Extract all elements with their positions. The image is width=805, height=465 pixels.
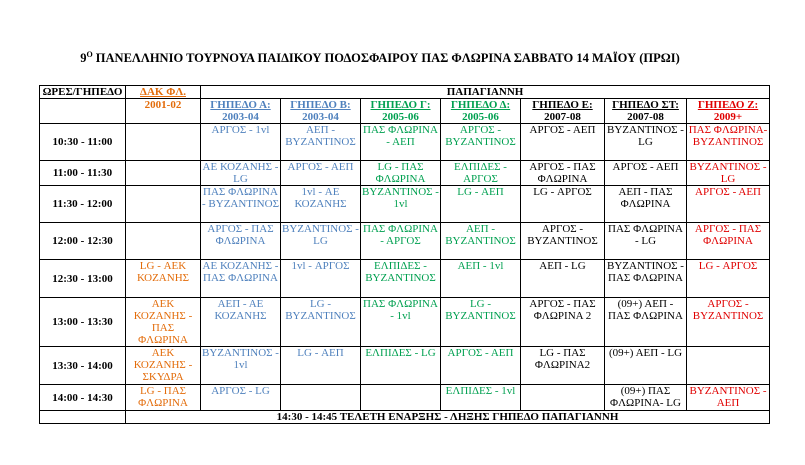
schedule-table (39, 85, 770, 424)
match-cell: ΒΥΖΑΝΤΙΝΟΣ - ΠΑΣ ΦΛΩΡΙΝΑ (605, 260, 687, 298)
match-cell: ΑΡΓΟΣ - LG (201, 385, 281, 411)
time-cell: 11:30 - 12:00 (40, 186, 126, 223)
match-cell: ΒΥΖΑΝΤΙΝΟΣ - 1vl (201, 347, 281, 385)
table-row (40, 347, 770, 385)
match-cell: ΑΕΚ ΚΟΖΑΝΗΣ - ΠΑΣ ΦΛΩΡΙΝΑ (126, 298, 201, 347)
dak-header: ΔΑΚ ΦΛ. (126, 86, 201, 99)
match-cell: ΒΥΖΑΝΤΙΝΟΣ - LG (687, 161, 770, 186)
match-cell: ΑΕΠ - ΑΕ ΚΟΖΑΝΗΣ (201, 298, 281, 347)
match-cell: ΑΡΓΟΣ - ΠΑΣ ΦΛΩΡΙΝΑ 2 (521, 298, 605, 347)
match-cell: ΑΕΠ - ΒΥΖΑΝΤΙΝΟΣ (281, 124, 361, 161)
match-cell: ΑΡΓΟΣ - ΒΥΖΑΝΤΙΝΟΣ (687, 298, 770, 347)
match-cell (126, 186, 201, 223)
match-cell (687, 347, 770, 385)
field-b-header: ΓΗΠΕΔΟ Β: 2003-04 (281, 99, 361, 124)
match-cell: ΑΡΓΟΣ - ΠΑΣ ΦΛΩΡΙΝΑ (687, 223, 770, 260)
time-cell: 13:30 - 14:00 (40, 347, 126, 385)
title-ordinal: 9 (80, 51, 87, 66)
match-cell: ΠΑΣ ΦΛΩΡΙΝΑ - ΒΥΖΑΝΤΙΝΟΣ (201, 186, 281, 223)
match-cell: ΠΑΣ ΦΛΩΡΙΝΑ - ΑΕΠ (361, 124, 441, 161)
match-cell: ΕΛΠΙΔΕΣ - ΒΥΖΑΝΤΙΝΟΣ (361, 260, 441, 298)
match-cell: ΒΥΖΑΝΤΙΝΟΣ - LG (605, 124, 687, 161)
match-cell: ΠΑΣ ΦΛΩΡΙΝΑ - LG (605, 223, 687, 260)
match-cell (281, 385, 361, 411)
match-cell: ΑΡΓΟΣ - ΠΑΣ ΦΛΩΡΙΝΑ (201, 223, 281, 260)
field-z-header: ΓΗΠΕΔΟ Ζ: 2009+ (687, 99, 770, 124)
papagianni-header: ΠΑΠΑΓΙΑΝΝΗ (201, 86, 770, 99)
match-cell: ΑΕΠ - ΠΑΣ ΦΛΩΡΙΝΑ (605, 186, 687, 223)
match-cell: ΑΡΓΟΣ - ΠΑΣ ΦΛΩΡΙΝΑ (521, 161, 605, 186)
match-cell: LG - ΑΕΠ (441, 186, 521, 223)
match-cell: ΑΕΠ - 1vl (441, 260, 521, 298)
match-cell: LG - ΑΡΓΟΣ (521, 186, 605, 223)
footer-note: 14:30 - 14:45 ΤΕΛΕΤΗ ΕΝΑΡΞΗΣ - ΛΗΞΗΣ ΓΗΠΕΔΟ ΠΑΠΑΓΙΑΝΝΗ (126, 411, 770, 424)
dak-year: 2001-02 (126, 99, 201, 124)
match-cell: LG - ΑΕΠ (281, 347, 361, 385)
field-d-header: ΓΗΠΕΔΟ Δ: 2005-06 (441, 99, 521, 124)
title-text: ΠΑΝΕΛΛΗΝΙΟ ΤΟΥΡΝΟΥΑ ΠΑΙΔΙΚΟΥ ΠΟΔΟΣΦΑΙΡΟΥ ΠΑΣ ΦΛΩΡΙΝΑ ΣΑΒΒΑΤΟ 14 ΜΑΪΟΥ (ΠΡΩΙ) (95, 51, 680, 66)
match-cell: ΑΡΓΟΣ - ΑΕΠ (605, 161, 687, 186)
time-cell: 12:30 - 13:00 (40, 260, 126, 298)
match-cell: ΕΛΠΙΔΕΣ - 1vl (441, 385, 521, 411)
table-row (40, 260, 770, 298)
match-cell: (09+) ΠΑΣ ΦΛΩΡΙΝΑ- LG (605, 385, 687, 411)
time-cell: 14:00 - 14:30 (40, 385, 126, 411)
title-ordinal-sup: Ο (86, 50, 93, 59)
table-row (40, 186, 770, 223)
match-cell: ΑΡΓΟΣ - ΒΥΖΑΝΤΙΝΟΣ (521, 223, 605, 260)
table-row (40, 298, 770, 347)
match-cell: ΑΡΓΟΣ - 1vl (201, 124, 281, 161)
match-cell (361, 385, 441, 411)
time-cell: 12:00 - 12:30 (40, 223, 126, 260)
match-cell: ΑΕ ΚΟΖΑΝΗΣ - LG (201, 161, 281, 186)
time-cell: 11:00 - 11:30 (40, 161, 126, 186)
match-cell: ΑΕΠ - LG (521, 260, 605, 298)
match-cell: ΑΕΠ - ΒΥΖΑΝΤΙΝΟΣ (441, 223, 521, 260)
match-cell: ΕΛΠΙΔΕΣ - LG (361, 347, 441, 385)
match-cell: ΒΥΖΑΝΤΙΝΟΣ - LG (281, 223, 361, 260)
match-cell: ΠΑΣ ΦΛΩΡΙΝΑ - ΑΡΓΟΣ (361, 223, 441, 260)
table-row (40, 223, 770, 260)
match-cell: LG - ΒΥΖΑΝΤΙΝΟΣ (281, 298, 361, 347)
match-cell: ΑΡΓΟΣ - ΑΕΠ (521, 124, 605, 161)
match-cell: LG - ΒΥΖΑΝΤΙΝΟΣ (441, 298, 521, 347)
match-cell: ΑΡΓΟΣ - ΑΕΠ (281, 161, 361, 186)
table-row (40, 385, 770, 411)
match-cell: ΒΥΖΑΝΤΙΝΟΣ - ΑΕΠ (687, 385, 770, 411)
table-row (40, 161, 770, 186)
time-header: ΩΡΕΣ/ΓΗΠΕΔΟ (40, 86, 126, 99)
field-st-header: ΓΗΠΕΔΟ ΣΤ: 2007-08 (605, 99, 687, 124)
match-cell (126, 161, 201, 186)
match-cell: ΑΡΓΟΣ - ΒΥΖΑΝΤΙΝΟΣ (441, 124, 521, 161)
match-cell: ΑΕ ΚΟΖΑΝΗΣ - ΠΑΣ ΦΛΩΡΙΝΑ (201, 260, 281, 298)
match-cell (126, 124, 201, 161)
field-c-header: ΓΗΠΕΔΟ Γ: 2005-06 (361, 99, 441, 124)
match-cell: ΑΡΓΟΣ - ΑΕΠ (441, 347, 521, 385)
match-cell: 1vl - ΑΕ ΚΟΖΑΝΗΣ (281, 186, 361, 223)
match-cell: ΑΕΚ ΚΟΖΑΝΗΣ - ΣΚΥΔΡΑ (126, 347, 201, 385)
match-cell: LG - ΠΑΣ ΦΛΩΡΙΝΑ2 (521, 347, 605, 385)
page-title (0, 50, 760, 66)
match-cell: LG - ΑΕΚ ΚΟΖΑΝΗΣ (126, 260, 201, 298)
time-header-blank (40, 99, 126, 124)
match-cell: ΠΑΣ ΦΛΩΡΙΝΑ - 1vl (361, 298, 441, 347)
match-cell: ΑΡΓΟΣ - ΑΕΠ (687, 186, 770, 223)
match-cell (521, 385, 605, 411)
match-cell: LG - ΠΑΣ ΦΛΩΡΙΝΑ (361, 161, 441, 186)
match-cell: LG - ΑΡΓΟΣ (687, 260, 770, 298)
match-cell: ΕΛΠΙΔΕΣ - ΑΡΓΟΣ (441, 161, 521, 186)
table-row (40, 124, 770, 161)
match-cell: (09+) ΑΕΠ - LG (605, 347, 687, 385)
match-cell: (09+) ΑΕΠ - ΠΑΣ ΦΛΩΡΙΝΑ (605, 298, 687, 347)
field-a-header: ΓΗΠΕΔΟ Α: 2003-04 (201, 99, 281, 124)
match-cell: ΒΥΖΑΝΤΙΝΟΣ - 1vl (361, 186, 441, 223)
match-cell: ΠΑΣ ΦΛΩΡΙΝΑ- ΒΥΖΑΝΤΙΝΟΣ (687, 124, 770, 161)
match-cell: LG - ΠΑΣ ΦΛΩΡΙΝΑ (126, 385, 201, 411)
match-cell: 1vl - ΑΡΓΟΣ (281, 260, 361, 298)
time-cell: 13:00 - 13:30 (40, 298, 126, 347)
field-e-header: ΓΗΠΕΔΟ Ε: 2007-08 (521, 99, 605, 124)
footer-blank (40, 411, 126, 424)
time-cell: 10:30 - 11:00 (40, 124, 126, 161)
match-cell (126, 223, 201, 260)
